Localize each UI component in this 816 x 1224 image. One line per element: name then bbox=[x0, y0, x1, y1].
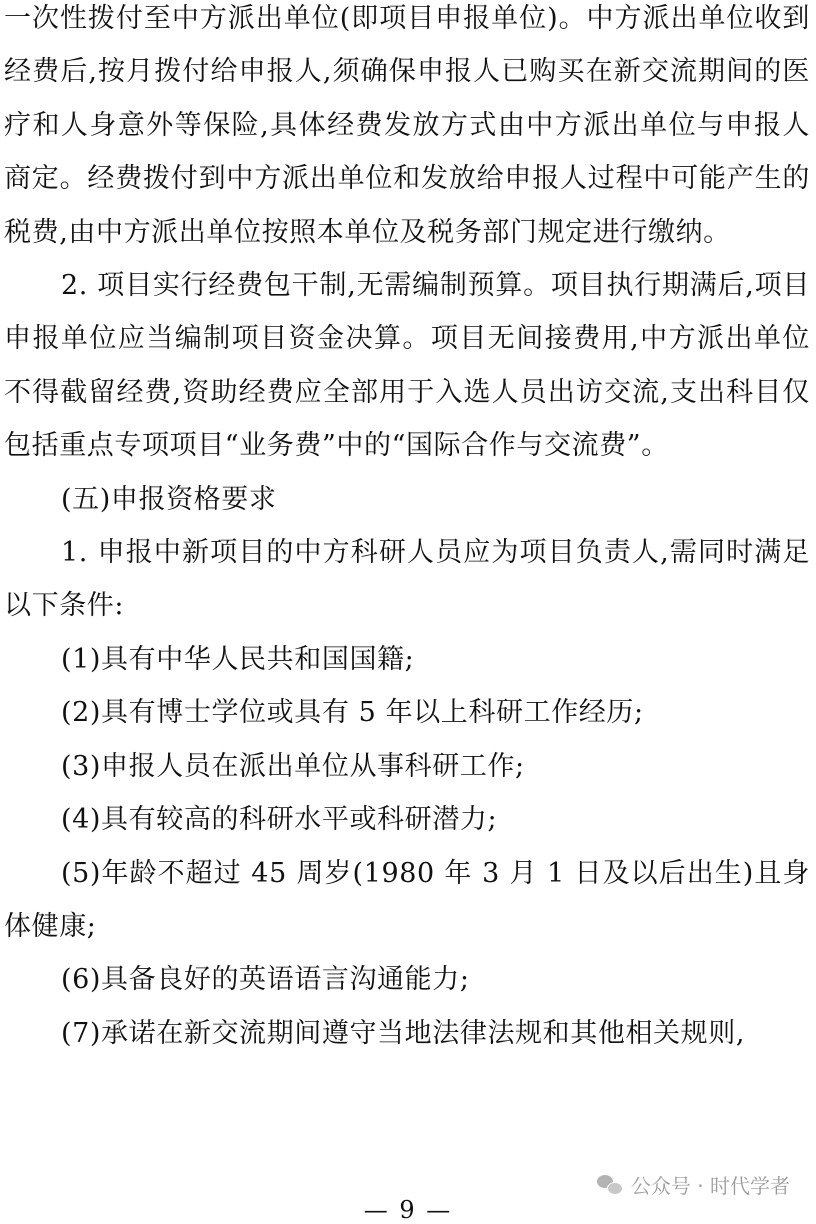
list-item-english: (6)具备良好的英语语言沟通能力; bbox=[61, 964, 470, 996]
list-item-compliance: (7)承诺在新交流期间遵守当地法律法规和其他相关规则, bbox=[61, 1017, 746, 1049]
list-item-research-level: (4)具有较高的科研水平或科研潜力; bbox=[61, 804, 498, 836]
wechat-watermark bbox=[597, 1170, 790, 1199]
wechat-icon bbox=[597, 1174, 623, 1196]
list-item-employment: (3)申报人员在派出单位从事科研工作; bbox=[61, 750, 525, 782]
paragraph-funding-disbursement: 一次性拨付至中方派出单位(即项目申报单位)。中方派出单位收到经费后,按月拨付给申报人,须确保申报人已购买在新交流期间的医疗和人身意外等保险,具体经费发放方式由中方派出单位与申报人商定。经费拨付到中方派出单位和发放给申报人过程中可能产生的税费,由中方派出单位按照本单位及税务部门规定进行缴纳。 bbox=[4, 3, 810, 248]
list-item-degree: (2)具有博士学位或具有 5 年以上科研工作经历; bbox=[61, 697, 644, 729]
list-item-age: (5)年龄不超过 45 周岁(1980 年 3 月 1 日及以后出生)且身体健康; bbox=[4, 857, 810, 942]
section-heading-eligibility: (五)申报资格要求 bbox=[61, 483, 277, 515]
watermark-text: 公众号 · 时代学者 bbox=[630, 1174, 790, 1198]
list-item-nationality: (1)具有中华人民共和国国籍; bbox=[61, 643, 415, 675]
page-number: — 9 — bbox=[363, 1196, 453, 1224]
paragraph-eligibility-intro: 1. 申报中新项目的中方科研人员应为项目负责人,需同时满足以下条件: bbox=[4, 537, 810, 622]
paragraph-budget-rules: 2. 项目实行经费包干制,无需编制预算。项目执行期满后,项目申报单位应当编制项目资金决算。项目无间接费用,中方派出单位不得截留经费,资助经费应全部用于入选人员出访交流,支出科目仅包括重点专项项目“业务费”中的“国际合作与交流费”。 bbox=[4, 270, 810, 462]
